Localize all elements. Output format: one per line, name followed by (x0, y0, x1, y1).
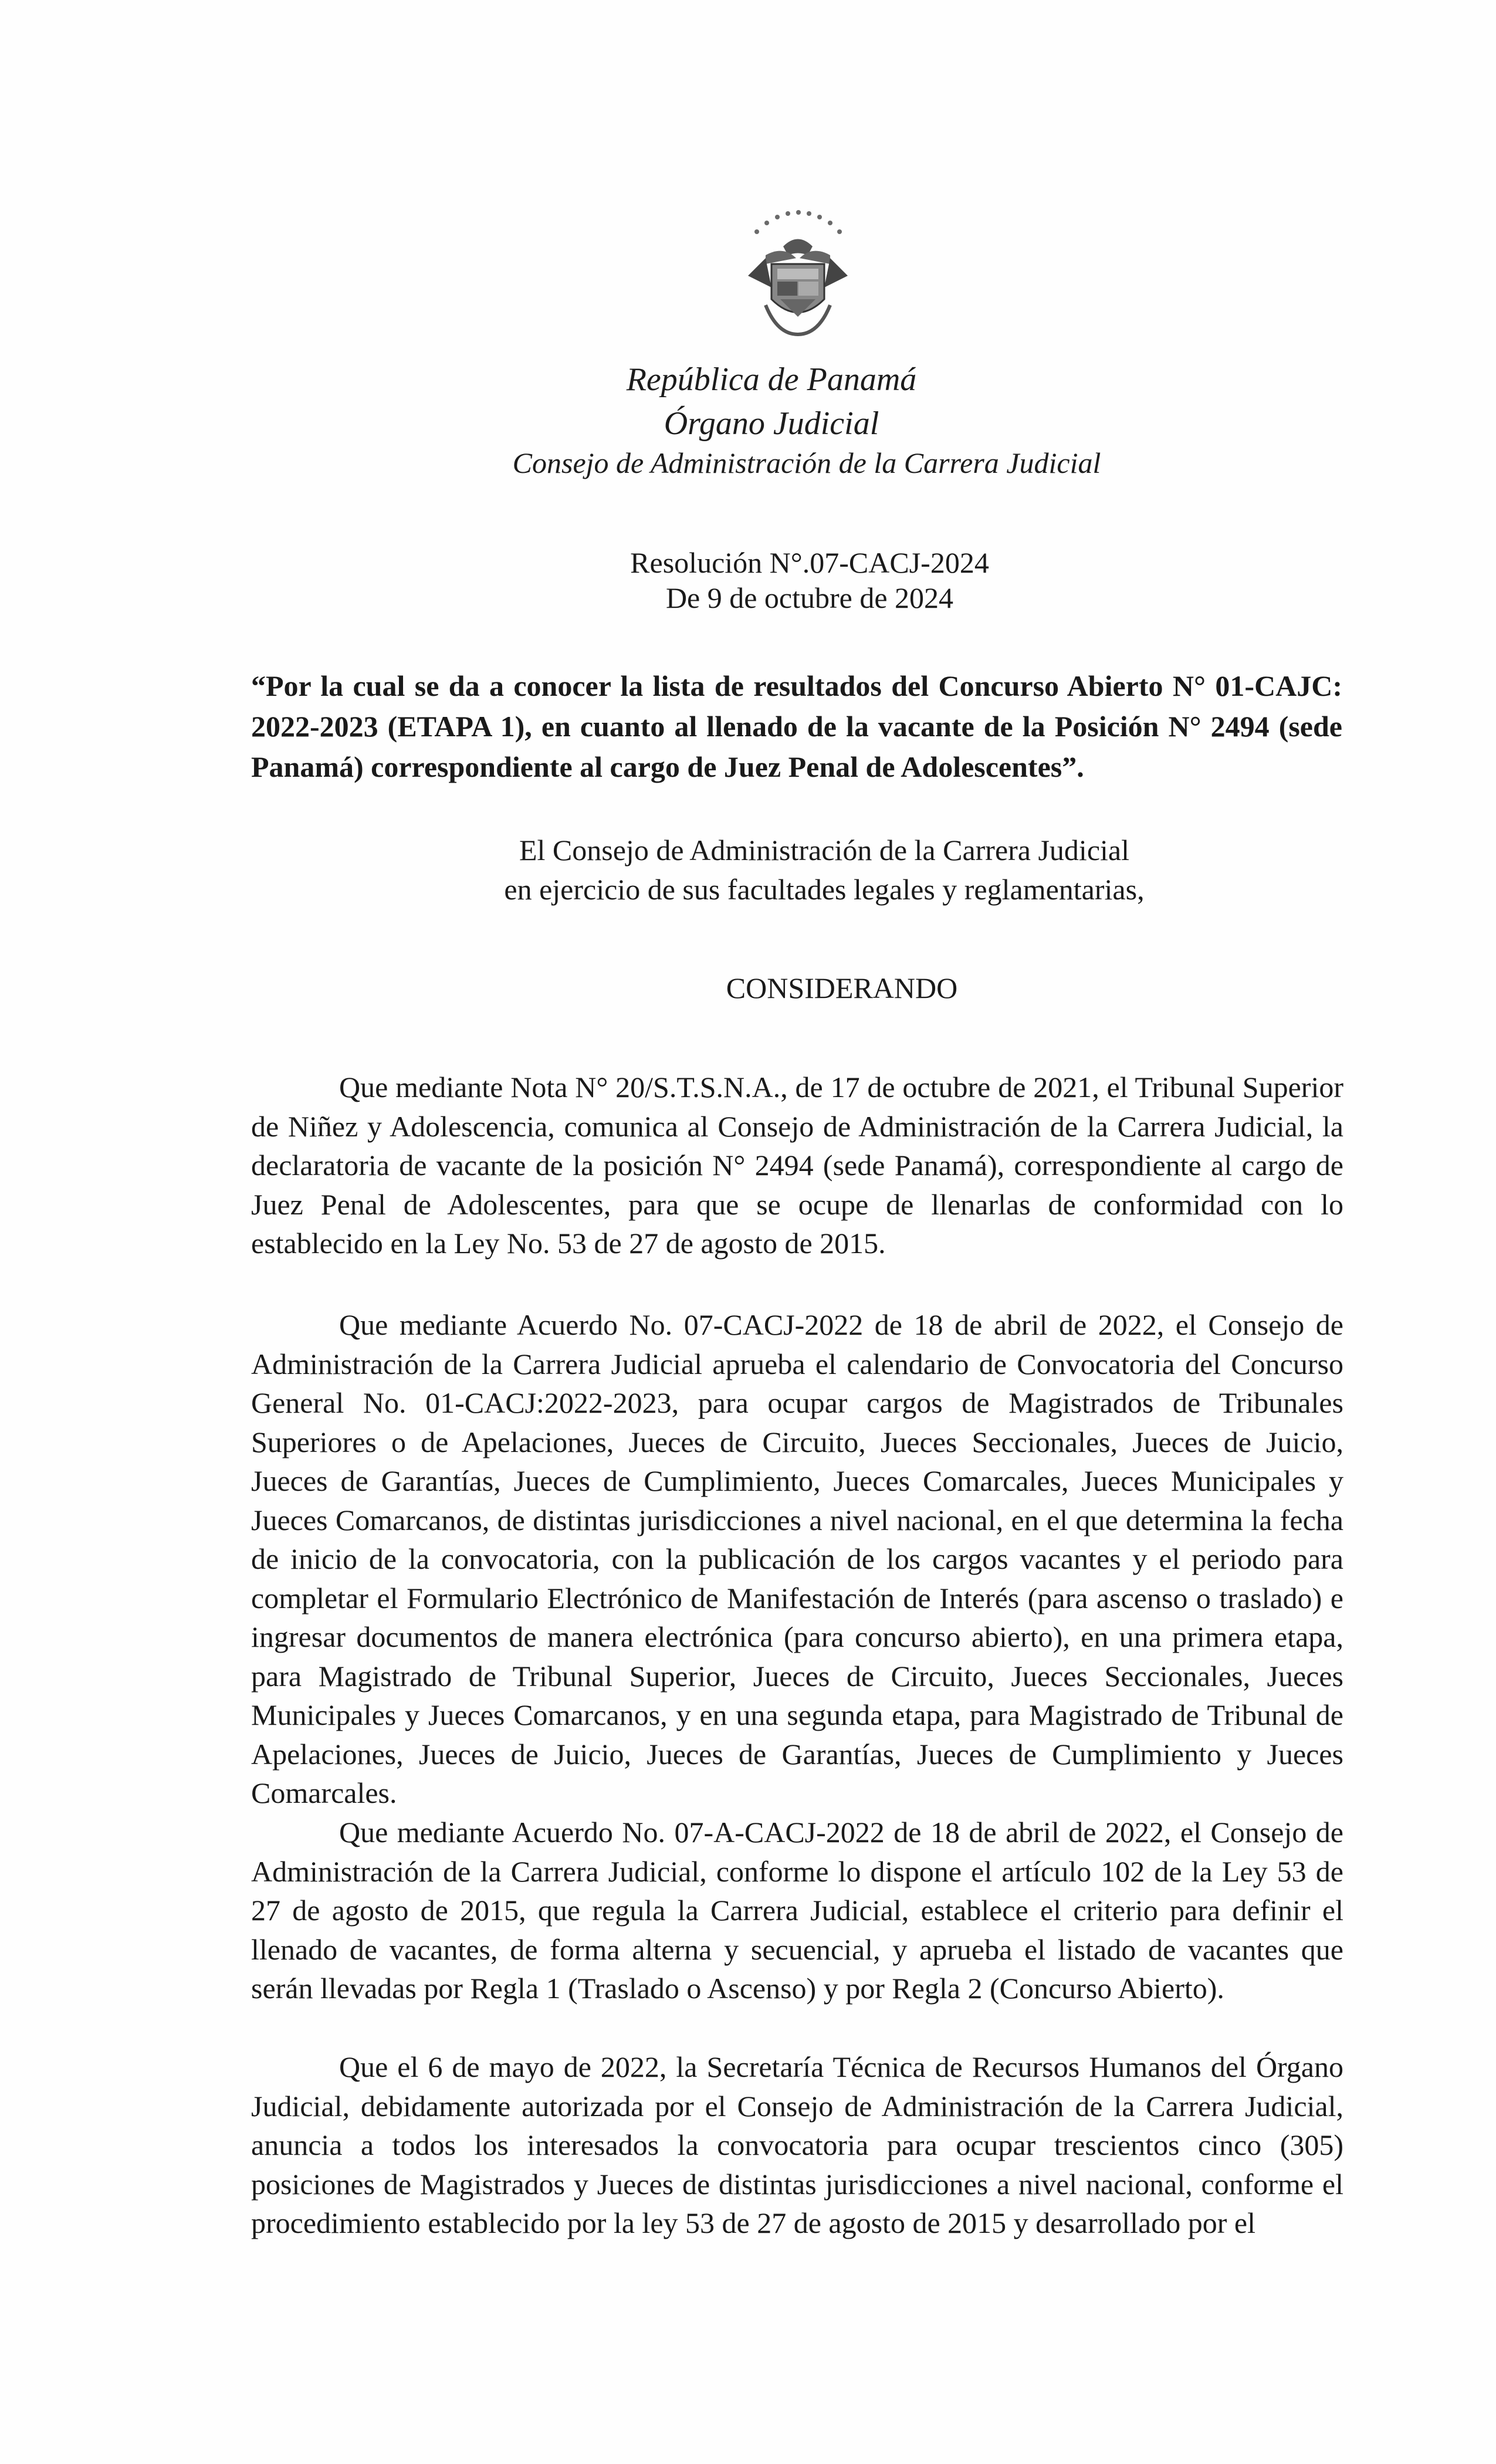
intro-line-2: en ejercicio de sus facultades legales y reglamentarias, (504, 873, 1145, 906)
resolution-date: De 9 de octubre de 2024 (665, 581, 954, 614)
resolution-number: Resolución N°.07-CACJ-2024 (630, 546, 989, 579)
paragraph-4: Que el 6 de mayo de 2022, la Secretaría Técnica de Recursos Humanos del Órgano Judicial, debidamente autorizada por el Consejo de Administración de la Carrera Judicial, anuncia a todos los interesados la convocatoria para ocupar trescientos cinco (305) posiciones de Magistrados y Jueces de distintas jurisdicciones a nivel nacional, conforme el procedimiento establecido por la ley 53 de 27 de agosto de 2015 y desarrollado por el (251, 2050, 1343, 2239)
country-heading: República de Panamá (626, 361, 917, 398)
paragraph-3: Que mediante Acuerdo No. 07-A-CACJ-2022 de 18 de abril de 2022, el Consejo de Administración de la Carrera Judicial, conforme lo dispone el artículo 102 de la Ley 53 de 27 de agosto de 2015, que regula la Carrera Judicial, establece el criterio para definir el llenado de vacantes, de forma alterna y secuencial, y aprueba el listado de vacantes que serán llevadas por Regla 1 (Traslado o Ascenso) y por Regla 2 (Concurso Abierto). (251, 1816, 1343, 2005)
paragraph-2: Que mediante Acuerdo No. 07-CACJ-2022 de 18 de abril de 2022, el Consejo de Administración de la Carrera Judicial aprueba el calendario de Convocatoria del Concurso General No. 01-CACJ:2022-2023, para ocupar cargos de Magistrados de Tribunales Superiores o de Apelaciones, Jueces de Circuito, Jueces Seccionales, Jueces de Juicio, Jueces de Garantías, Jueces de Cumplimiento, Jueces Comarcales, Jueces Municipales y Jueces Comarcanos, de distintas jurisdicciones a nivel nacional, en el que determina la fecha de inicio de la convocatoria, con la publicación de los cargos vacantes y el periodo para completar el Formulario Electrónico de Manifestación de Interés (para ascenso o traslado) e ingresar documentos de manera electrónica (para concurso abierto), en una primera etapa, para Magistrado de Tribunal Superior, Jueces de Circuito, Jueces Seccionales, Jueces Municipales y Jueces Comarcanos, y en una segunda etapa, para Magistrado de Tribunal de Apelaciones, Jueces de Juicio, Jueces de Garantías, Jueces de Cumplimiento y Jueces Comarcales. (251, 1308, 1343, 1809)
resolution-subject: “Por la cual se da a conocer la lista de resultados del Concurso Abierto N° 01-CAJC: 2022-2023 (ETAPA 1), en cuanto al llenado de la vacante de la Posición N° 2494 (sede Panamá) correspondiente al cargo de Juez Penal de Adolescentes”. (251, 669, 1342, 783)
council-heading: Consejo de Administración de la Carrera Judicial (512, 446, 1101, 479)
coat-of-arms-seal-icon (730, 199, 865, 346)
paragraph-1: Que mediante Nota N° 20/S.T.S.N.A., de 17 de octubre de 2021, el Tribunal Superior de Niñez y Adolescencia, comunica al Consejo de Administración de la Carrera Judicial, la declaratoria de vacante de la posición N° 2494 (sede Panamá), correspondiente al cargo de Juez Penal de Adolescentes, para que se ocupe de llenarlas de conformidad con lo establecido en la Ley No. 53 de 27 de agosto de 2015. (251, 1071, 1343, 1260)
intro-line-1: El Consejo de Administración de la Carrera Judicial (519, 834, 1129, 867)
considerando-title: CONSIDERANDO (726, 972, 958, 1004)
organ-heading: Órgano Judicial (664, 405, 879, 442)
